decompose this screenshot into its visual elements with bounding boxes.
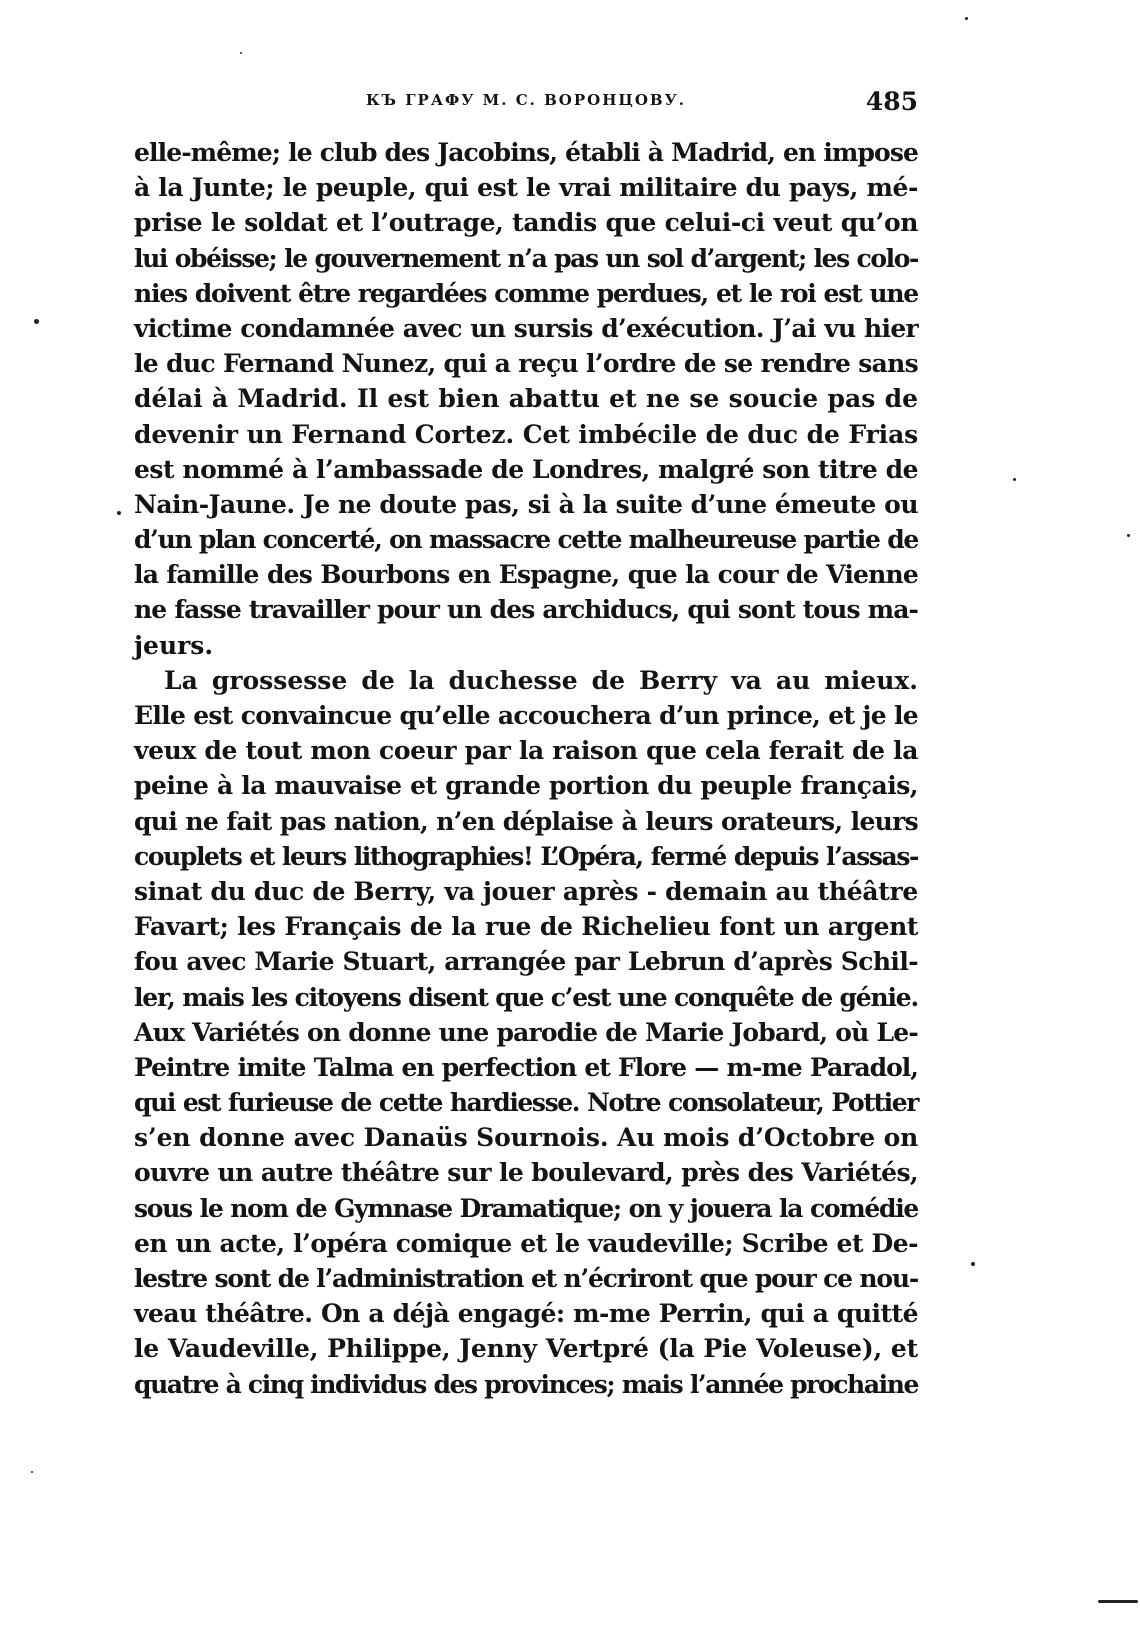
text-line: délai à Madrid. Il est bien abattu et ne se soucie pas de [134,384,918,414]
text-line: veau théâtre. On a déjà engagé: m-me Perrin, qui a quitté [134,1299,918,1329]
page-number: 485 [865,87,918,116]
body-text [134,135,918,1402]
text-line: en un acte, l’opéra comique et le vaudeville; Scribe et De- [134,1228,918,1258]
text-line: Peintre imite Talma en perfection et Flore — m-me Paradol, [134,1052,918,1082]
text-line: ne fasse travailler pour un des archiducs, qui sont tous ma- [134,595,918,625]
text-line: le Vaudeville, Philippe, Jenny Vertpré (la Pie Voleuse), et [134,1334,918,1364]
text-line: Favart; les Français de la rue de Richelieu font un argent [134,912,918,942]
scan-speck [965,17,968,20]
text-line: peine à la mauvaise et grande portion du peuple français, [134,771,918,801]
text-line: ler, mais les citoyens disent que c’est une conquête de génie. [134,982,918,1012]
paragraph [134,663,918,1402]
text-line: veux de tout mon coeur par la raison que cela ferait de la [134,736,918,766]
text-line: quatre à cinq individus des provinces; mais l’année prochaine [134,1369,918,1399]
scan-speck [31,1471,33,1473]
text-line: lui obéisse; le gouvernement n’a pas un sol d’argent; les colo- [134,243,918,273]
scan-speck [1013,478,1016,481]
text-line: lestre sont de l’administration et n’écriront que pour ce nou- [134,1264,918,1293]
text-line: nies doivent être regardées comme perdues, et le roi est une [134,278,918,308]
text-line: Aux Variétés on donne une parodie de Marie Jobard, où Le- [134,1017,918,1047]
text-line: s’en donne avec Danaüs Sournois. Au mois d’Octobre on [134,1123,919,1153]
text-line: jeurs. [134,630,214,660]
text-line: Nain-Jaune. Je ne doute pas, si à la suite d’une émeute ou [134,489,918,519]
text-line: d’un plan concerté, on massacre cette malheureuse partie de [134,525,918,555]
text-line: est nommé à l’ambassade de Londres, malgré son titre de [134,454,918,484]
text-line: le duc Fernand Nunez, qui a reçu l’ordre de se rendre sans [134,349,918,379]
text-line: la famille des Bourbons en Espagne, que la cour de Vienne [134,560,918,590]
text-line: qui ne fait pas nation, n’en déplaise à leurs orateurs, leurs [134,806,918,836]
scan-speck [971,1262,975,1266]
running-title: КЪ ГРАФУ М. С. ВОРОНЦОВУ. [365,91,687,109]
text-line: La grossesse de la duchesse de Berry va au mieux. [164,665,918,695]
text-line: devenir un Fernand Cortez. Cet imbécile de duc de Frias [134,419,919,449]
text-line: sinat du duc de Berry, va jouer après - demain au théâtre [134,876,918,906]
text-line: ouvre un autre théâtre sur le boulevard, près des Variétés, [134,1158,919,1188]
scan-speck [117,511,121,515]
text-line: couplets et leurs lithographies! L’Opéra, fermé depuis l’assas- [134,841,918,871]
text-line: fou avec Marie Stuart, arrangée par Lebrun d’après Schil- [134,947,918,977]
text-line: prise le soldat et l’outrage, tandis que celui-ci veut qu’on [134,208,918,238]
text-line: Elle est convaincue qu’elle accouchera d’un prince, et je le [134,701,918,730]
text-line: elle-même; le club des Jacobins, établi à Madrid, en impose [134,138,918,167]
text-line: qui est furieuse de cette hardiesse. Notre consolateur, Pottier [134,1088,918,1118]
text-line: victime condamnée avec un sursis d’exécution. J’ai vu hier [134,313,918,343]
scan-speck [34,319,39,324]
scan-speck [1127,534,1130,537]
running-head [134,87,918,121]
text-line: à la Junte; le peuple, qui est le vrai militaire du pays, mé- [134,173,918,203]
scan-edge-mark [1098,1600,1138,1603]
text-line: sous le nom de Gymnase Dramatique; on y jouera la comédie [134,1193,918,1223]
paragraph [134,135,918,663]
scan-speck [240,52,242,54]
